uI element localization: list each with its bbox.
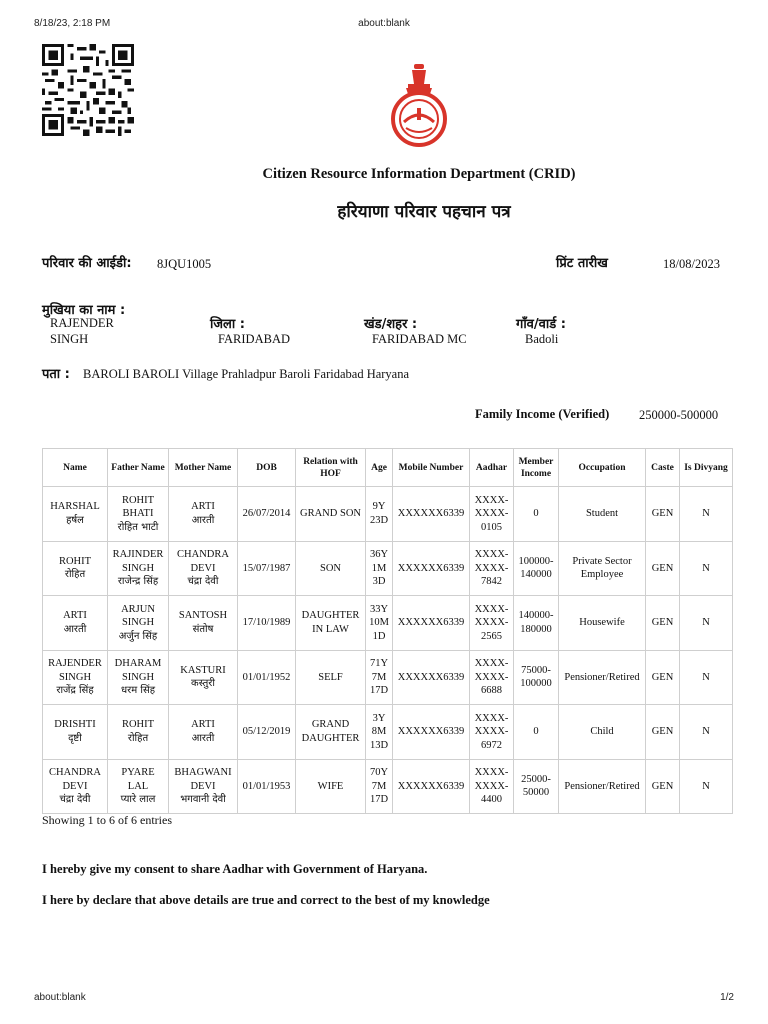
block-value: FARIDABAD MC xyxy=(372,332,467,346)
table-cell xyxy=(43,487,108,542)
column-header: Occupation xyxy=(559,449,646,487)
table-cell xyxy=(169,759,238,814)
aadhar-consent: I hereby give my consent to share Aadhar with Government of Haryana. xyxy=(42,862,428,876)
table-cell xyxy=(238,759,296,814)
village-label: गाँव/वार्ड : xyxy=(516,317,566,332)
table-cell xyxy=(559,650,646,705)
print-page-title: about:blank xyxy=(358,18,410,29)
print-datetime: 8/18/23, 2:18 PM xyxy=(34,18,111,29)
cell-text: SELF xyxy=(318,671,343,683)
entries-info: Showing 1 to 6 of 6 entries xyxy=(42,813,172,827)
district-value: FARIDABAD xyxy=(218,332,290,346)
print-footer-url: about:blank xyxy=(34,992,86,1003)
table-row xyxy=(43,705,733,760)
cell-text: GEN xyxy=(651,562,674,574)
cell-text: 140000-180000 xyxy=(518,610,554,635)
table-cell xyxy=(646,705,680,760)
district-label: जिला : xyxy=(210,317,245,332)
cell-text: 0 xyxy=(533,508,539,519)
table-cell xyxy=(559,596,646,651)
table-cell xyxy=(296,759,366,814)
table-cell xyxy=(366,541,393,596)
family-id-label: परिवार की आईडी: xyxy=(42,256,132,271)
cell-text: 36Y 1M 3D xyxy=(369,549,389,587)
table-cell xyxy=(680,705,733,760)
cell-text: RAJINDER SINGH xyxy=(112,549,164,574)
cell-text: RAJENDER SINGH xyxy=(48,658,102,683)
table-row xyxy=(43,650,733,705)
cell-text: संतोष xyxy=(192,623,214,635)
table-cell xyxy=(296,705,366,760)
table-cell xyxy=(680,759,733,814)
table-cell xyxy=(514,541,559,596)
table-cell xyxy=(393,705,470,760)
table-header-row xyxy=(43,449,733,487)
column-header: DOB xyxy=(238,449,296,487)
cell-text: राजेन्द्र सिंह xyxy=(117,576,159,587)
cell-text: 9Y 23D xyxy=(369,501,389,526)
cell-text: Child xyxy=(590,726,614,737)
cell-text: धरम सिंह xyxy=(120,685,156,696)
table-cell xyxy=(366,650,393,705)
cell-text: ARJUN SINGH xyxy=(121,603,155,628)
table-cell xyxy=(559,705,646,760)
table-cell xyxy=(238,487,296,542)
table-cell xyxy=(646,596,680,651)
cell-text: WIFE xyxy=(317,780,344,792)
head-value-line1: RAJENDER xyxy=(50,316,114,330)
cell-text: 05/12/2019 xyxy=(242,726,291,737)
cell-text: N xyxy=(702,617,710,628)
cell-text: N xyxy=(702,508,710,519)
cell-text: XXXXXX6339 xyxy=(397,726,465,737)
cell-text: आरती xyxy=(63,623,87,635)
family-members-table xyxy=(42,448,733,814)
cell-text: XXXXXX6339 xyxy=(397,617,465,628)
cell-text: GEN xyxy=(651,617,674,628)
address-label: पता : xyxy=(42,367,70,382)
cell-text: ROHIT xyxy=(58,555,92,567)
column-header: Mother Name xyxy=(169,449,238,487)
cell-text: N xyxy=(702,562,710,574)
column-header: Caste xyxy=(646,449,680,487)
cell-text: 33Y 10M 1D xyxy=(369,603,389,642)
cell-text: अर्जुन सिंह xyxy=(118,630,158,642)
address-value: BAROLI BAROLI Village Prahladpur Baroli Faridabad Haryana xyxy=(83,367,410,381)
cell-text: रोहित xyxy=(127,732,149,744)
table-cell xyxy=(470,759,514,814)
cell-text: DAUGHTER IN LAW xyxy=(301,610,360,635)
haryana-emblem-icon xyxy=(386,62,452,148)
column-header: Age xyxy=(366,449,393,487)
cell-text: GEN xyxy=(651,508,674,519)
cell-text: N xyxy=(702,726,710,737)
table-cell xyxy=(646,650,680,705)
column-header: Father Name xyxy=(108,449,169,487)
cell-text: XXXXXX6339 xyxy=(397,780,465,792)
cell-text: SON xyxy=(319,562,341,574)
table-cell xyxy=(169,487,238,542)
cell-text: 71Y 7M 17D xyxy=(369,658,389,696)
family-income-label: Family Income (Verified) xyxy=(475,407,610,421)
table-cell xyxy=(470,541,514,596)
table-cell xyxy=(43,705,108,760)
table-cell xyxy=(470,705,514,760)
table-cell xyxy=(470,487,514,542)
cell-text: GEN xyxy=(651,726,674,737)
table-cell xyxy=(296,487,366,542)
table-cell xyxy=(296,596,366,651)
table-cell xyxy=(646,487,680,542)
table-cell xyxy=(238,596,296,651)
table-cell xyxy=(366,487,393,542)
cell-text: चंद्रा देवी xyxy=(187,576,219,587)
cell-text: 26/07/2014 xyxy=(242,508,291,519)
table-cell xyxy=(366,705,393,760)
column-header: Name xyxy=(43,449,108,487)
qr-code-icon xyxy=(42,44,134,136)
table-cell xyxy=(108,705,169,760)
cell-text: 0 xyxy=(533,726,539,737)
table-cell xyxy=(108,759,169,814)
cell-text: HARSHAL xyxy=(50,501,100,513)
family-id-value: 8JQU1005 xyxy=(157,257,212,271)
table-cell xyxy=(470,596,514,651)
cell-text: आरती xyxy=(191,514,215,526)
cell-text: GEN xyxy=(651,671,674,683)
cell-text: N xyxy=(702,780,710,792)
table-cell xyxy=(559,487,646,542)
cell-text: प्यारे लाल xyxy=(120,794,156,805)
table-row xyxy=(43,596,733,651)
table-cell xyxy=(169,541,238,596)
table-cell xyxy=(680,650,733,705)
cell-text: DRISHTI xyxy=(54,719,96,731)
table-cell xyxy=(43,650,108,705)
table-cell xyxy=(108,541,169,596)
table-cell xyxy=(514,705,559,760)
cell-text: DHARAM SINGH xyxy=(114,658,162,683)
table-cell xyxy=(514,650,559,705)
cell-text: रोहित भाटी xyxy=(117,521,159,533)
cell-text: ARTI xyxy=(191,501,215,513)
cell-text: ROHIT BHATI xyxy=(121,494,155,519)
cell-text: PYARE LAL xyxy=(121,767,155,792)
cell-text: XXXX-XXXX-6972 xyxy=(474,712,509,751)
cell-text: Private Sector Employee xyxy=(572,555,632,581)
table-cell xyxy=(680,487,733,542)
column-header: Relation with HOF xyxy=(296,449,366,487)
cell-text: Pensioner/Retired xyxy=(564,780,640,792)
cell-text: XXXX-XXXX-0105 xyxy=(474,494,509,533)
page-title: Citizen Resource Information Department (CRID) xyxy=(262,166,576,182)
cell-text: आरती xyxy=(191,732,215,744)
table-cell xyxy=(559,541,646,596)
table-cell xyxy=(43,759,108,814)
cell-text: XXXX-XXXX-7842 xyxy=(474,549,509,587)
cell-text: CHANDRA DEVI xyxy=(49,767,101,792)
cell-text: Housewife xyxy=(579,617,625,628)
cell-text: ARTI xyxy=(191,719,215,731)
table-cell xyxy=(393,487,470,542)
cell-text: ROHIT xyxy=(121,719,155,731)
cell-text: KASTURI xyxy=(180,664,226,676)
cell-text: XXXX-XXXX-6688 xyxy=(474,658,509,696)
cell-text: XXXX-XXXX-2565 xyxy=(474,603,509,642)
table-cell xyxy=(296,541,366,596)
cell-text: रोहित xyxy=(64,569,86,581)
page-subtitle-hindi: हरियाणा परिवार पहचान पत्र xyxy=(337,202,511,222)
cell-text: 3Y 8M 13D xyxy=(369,712,389,751)
table-cell xyxy=(169,650,238,705)
cell-text: BHAGWANI DEVI xyxy=(174,767,232,792)
village-value: Badoli xyxy=(525,332,559,346)
column-header: Is Divyang xyxy=(680,449,733,487)
table-cell xyxy=(238,541,296,596)
block-label: खंड/शहर : xyxy=(364,317,418,332)
cell-text: 01/01/1953 xyxy=(242,780,291,792)
table-cell xyxy=(393,596,470,651)
cell-text: XXXXXX6339 xyxy=(397,562,465,574)
table-cell xyxy=(169,596,238,651)
cell-text: कस्तुरी xyxy=(191,678,215,690)
table-cell xyxy=(646,759,680,814)
column-header: Aadhar xyxy=(470,449,514,487)
cell-text: GRAND SON xyxy=(300,508,361,519)
print-date-label: प्रिंट तारीख xyxy=(556,256,608,271)
table-cell xyxy=(108,596,169,651)
print-date-value: 18/08/2023 xyxy=(663,257,720,271)
family-income-value: 250000-500000 xyxy=(639,408,719,422)
table-cell xyxy=(108,650,169,705)
table-cell xyxy=(559,759,646,814)
cell-text: 15/07/1987 xyxy=(242,562,291,574)
table-cell xyxy=(43,541,108,596)
head-value-line2: SINGH xyxy=(50,332,89,346)
cell-text: 75000-100000 xyxy=(520,664,552,690)
cell-text: 70Y 7M 17D xyxy=(369,767,389,805)
table-cell xyxy=(108,487,169,542)
table-cell xyxy=(238,705,296,760)
table-cell xyxy=(514,596,559,651)
cell-text: चंद्रा देवी xyxy=(59,794,91,805)
column-header: Member Income xyxy=(514,449,559,487)
print-page-number: 1/2 xyxy=(720,992,734,1003)
table-cell xyxy=(393,650,470,705)
table-cell xyxy=(238,650,296,705)
table-cell xyxy=(514,759,559,814)
column-header: Mobile Number xyxy=(393,449,470,487)
cell-text: राजेंद्र सिंह xyxy=(56,685,94,696)
table-cell xyxy=(646,541,680,596)
cell-text: Pensioner/Retired xyxy=(564,671,640,683)
table-cell xyxy=(169,705,238,760)
table-cell xyxy=(366,759,393,814)
cell-text: GRAND DAUGHTER xyxy=(301,719,360,744)
table-cell xyxy=(514,487,559,542)
cell-text: CHANDRA DEVI xyxy=(177,549,229,574)
table-cell xyxy=(296,650,366,705)
head-label: मुखिया का नाम : xyxy=(42,303,126,318)
table-cell xyxy=(366,596,393,651)
table-row xyxy=(43,541,733,596)
declaration-text: I here by declare that above details are true and correct to the best of my knowledge xyxy=(42,893,490,907)
cell-text: XXXXXX6339 xyxy=(397,508,465,519)
cell-text: दृष्टी xyxy=(68,732,82,744)
cell-text: N xyxy=(702,671,710,683)
table-cell xyxy=(680,596,733,651)
cell-text: XXXX-XXXX-4400 xyxy=(474,767,509,805)
table-cell xyxy=(680,541,733,596)
cell-text: XXXXXX6339 xyxy=(397,671,465,683)
cell-text: हर्षल xyxy=(66,514,84,526)
cell-text: Student xyxy=(585,508,619,519)
cell-text: 01/01/1952 xyxy=(242,671,291,683)
table-row xyxy=(43,487,733,542)
table-cell xyxy=(393,541,470,596)
cell-text: ARTI xyxy=(63,610,87,622)
cell-text: भगवानी देवी xyxy=(180,794,226,805)
table-cell xyxy=(393,759,470,814)
cell-text: 25000-50000 xyxy=(521,773,551,799)
cell-text: GEN xyxy=(651,780,674,792)
cell-text: 17/10/1989 xyxy=(242,617,291,628)
table-cell xyxy=(470,650,514,705)
table-cell xyxy=(43,596,108,651)
cell-text: SANTOSH xyxy=(178,610,228,622)
table-row xyxy=(43,759,733,814)
cell-text: 100000-140000 xyxy=(518,555,554,581)
